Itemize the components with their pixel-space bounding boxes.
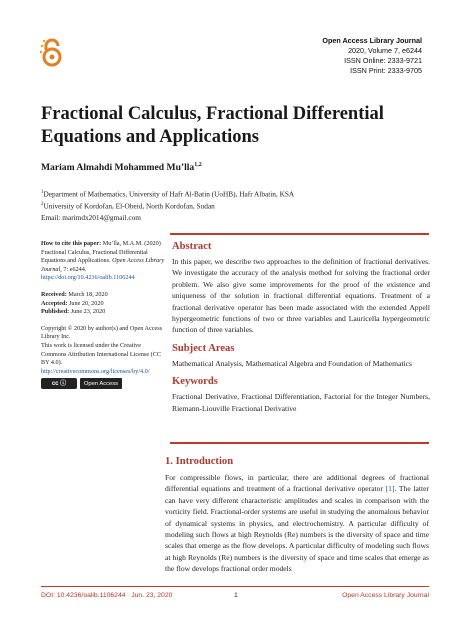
email[interactable]: Email: marimdx2014@gmail.com bbox=[41, 212, 141, 222]
issn-online: ISSN Online: 2333-9721 bbox=[344, 56, 422, 65]
cite-volume: 7: e6244. bbox=[63, 265, 87, 273]
published-date: June 23, 2020 bbox=[70, 308, 106, 316]
journal-name: Open Access Library Journal bbox=[322, 36, 422, 45]
subject-areas-heading: Subject Areas bbox=[172, 342, 235, 354]
title-line-2: Equations and Applications bbox=[41, 127, 259, 147]
footer-doi-text[interactable]: DOI: 10.4236/oalib.1106244 bbox=[41, 592, 126, 599]
cite-doi-link[interactable]: https://doi.org/10.4236/oalib.1106244 bbox=[41, 274, 135, 282]
keywords-heading: Keywords bbox=[172, 376, 218, 388]
citation-block bbox=[41, 240, 166, 283]
footer-date: Jun. 23, 2020 bbox=[131, 592, 173, 599]
issn-print: ISSN Print: 2333-9705 bbox=[350, 66, 422, 75]
affiliations bbox=[41, 187, 294, 223]
affiliation-1 bbox=[41, 187, 294, 199]
footer-doi bbox=[41, 592, 172, 599]
page-number: 1 bbox=[234, 592, 238, 599]
author bbox=[41, 162, 202, 173]
dates-block bbox=[41, 291, 166, 317]
cc-by-icon[interactable]: cc ⓘ bbox=[41, 378, 77, 389]
top-divider bbox=[170, 233, 429, 235]
abstract-text: In this paper, we describe two approaches to the definition of fractional derivatives. We investigate the accuracy of the analysis method for solving the fractional order problem. We also give some improvements for the proof of the existence and uniqueness of the solution in fractional differential equations. Treatment of a fractional derivative operator has been made associated with the extended Appell hypergeometric functions of two or three variables and Lauricella hypergeometric function of three variables. bbox=[172, 257, 430, 335]
abstract-column bbox=[172, 241, 430, 414]
affiliation-2-text: University of Kordofan, El-Obeid, North Kordofan, Sudan bbox=[43, 201, 215, 211]
copyright-block bbox=[41, 325, 166, 390]
affiliation-2-sup: 2 bbox=[41, 202, 44, 208]
accepted-date: June 20, 2020 bbox=[69, 299, 104, 307]
footer-divider bbox=[41, 586, 429, 587]
abstract-heading: Abstract bbox=[172, 241, 212, 252]
accepted-label: Accepted: bbox=[41, 299, 68, 307]
cite-label: How to cite this paper: bbox=[41, 240, 102, 247]
license-text: This work is licensed under the Creative Commons Attribution International License (CC BY 4.0). bbox=[41, 341, 161, 367]
intro-text-b: . The latter can have very different characteristic amplitudes and scales in comparison with the vorticity field. Fractional-order systems are useful in studying the anomalous behavior of dynamical systems in physics, and electrochemistry. A particular difficulty of modeling such flows at high Reynolds (Re) numbers is the diversity of space and time scales that emerge as the flow develops. A particular difficulty of modeling such flows at high Reynolds (Re) numbers is the diversity of space and time scales that emerge as the flow develops fractional order models bbox=[165, 484, 429, 574]
journal-info bbox=[322, 36, 422, 76]
open-access-logo-icon bbox=[38, 38, 66, 66]
volume-line: 2020, Volume 7, e6244 bbox=[348, 46, 422, 55]
affiliation-1-sup: 1 bbox=[41, 190, 44, 195]
subject-areas-text: Mathematical Analysis, Mathematical Algebra and Foundation of Mathematics bbox=[172, 358, 412, 368]
introduction-section bbox=[165, 456, 429, 575]
keywords-text: Fractional Derivative, Fractional Differentiation, Factorial for the Integer Numbers, Riemann-Liouville Fractional Derivative bbox=[172, 392, 430, 413]
citation-link[interactable]: [1] bbox=[385, 484, 395, 494]
author-superscript: 1,2 bbox=[194, 162, 202, 168]
license-badges bbox=[41, 378, 122, 389]
published-label: Published: bbox=[41, 308, 70, 316]
open-access-badge[interactable]: Open Access bbox=[80, 378, 122, 389]
license-link[interactable]: http://creativecommons.org/licenses/by/4.0/ bbox=[41, 367, 150, 375]
affiliation-1-text: Department of Mathematics, University of Hafr Al-Batin (UoHB), Hafr Albatin, KSA bbox=[43, 189, 295, 199]
affiliation-2 bbox=[41, 199, 294, 211]
introduction-text bbox=[165, 472, 429, 575]
title-line-1: Fractional Calculus, Fractional Differential bbox=[41, 104, 384, 124]
cite-text: Mu’lla, M.A.M. (2020) Fractional Calculus, Fractional Differential Equations and Applications. bbox=[41, 240, 161, 265]
author-name: Mariam Almahdi Mohammed Mu’lla bbox=[41, 162, 195, 174]
introduction-heading: 1. Introduction bbox=[165, 456, 234, 467]
footer-journal: Open Access Library Journal bbox=[342, 592, 429, 599]
paper-title bbox=[41, 103, 441, 149]
copyright-text: Copyright © 2020 by author(s) and Open Access Library Inc. bbox=[41, 324, 163, 341]
cite-journal: Open Access Library Journal, bbox=[41, 257, 165, 273]
intro-text-a: For compressible flows, in particular, there are additional degrees of fractional differential equations and treatment of a fractional derivative operator bbox=[165, 473, 429, 494]
received-date: March 18, 2020 bbox=[68, 290, 108, 298]
received-label: Received: bbox=[41, 290, 67, 298]
mid-divider bbox=[170, 442, 429, 444]
article-info-sidebar bbox=[41, 240, 166, 389]
